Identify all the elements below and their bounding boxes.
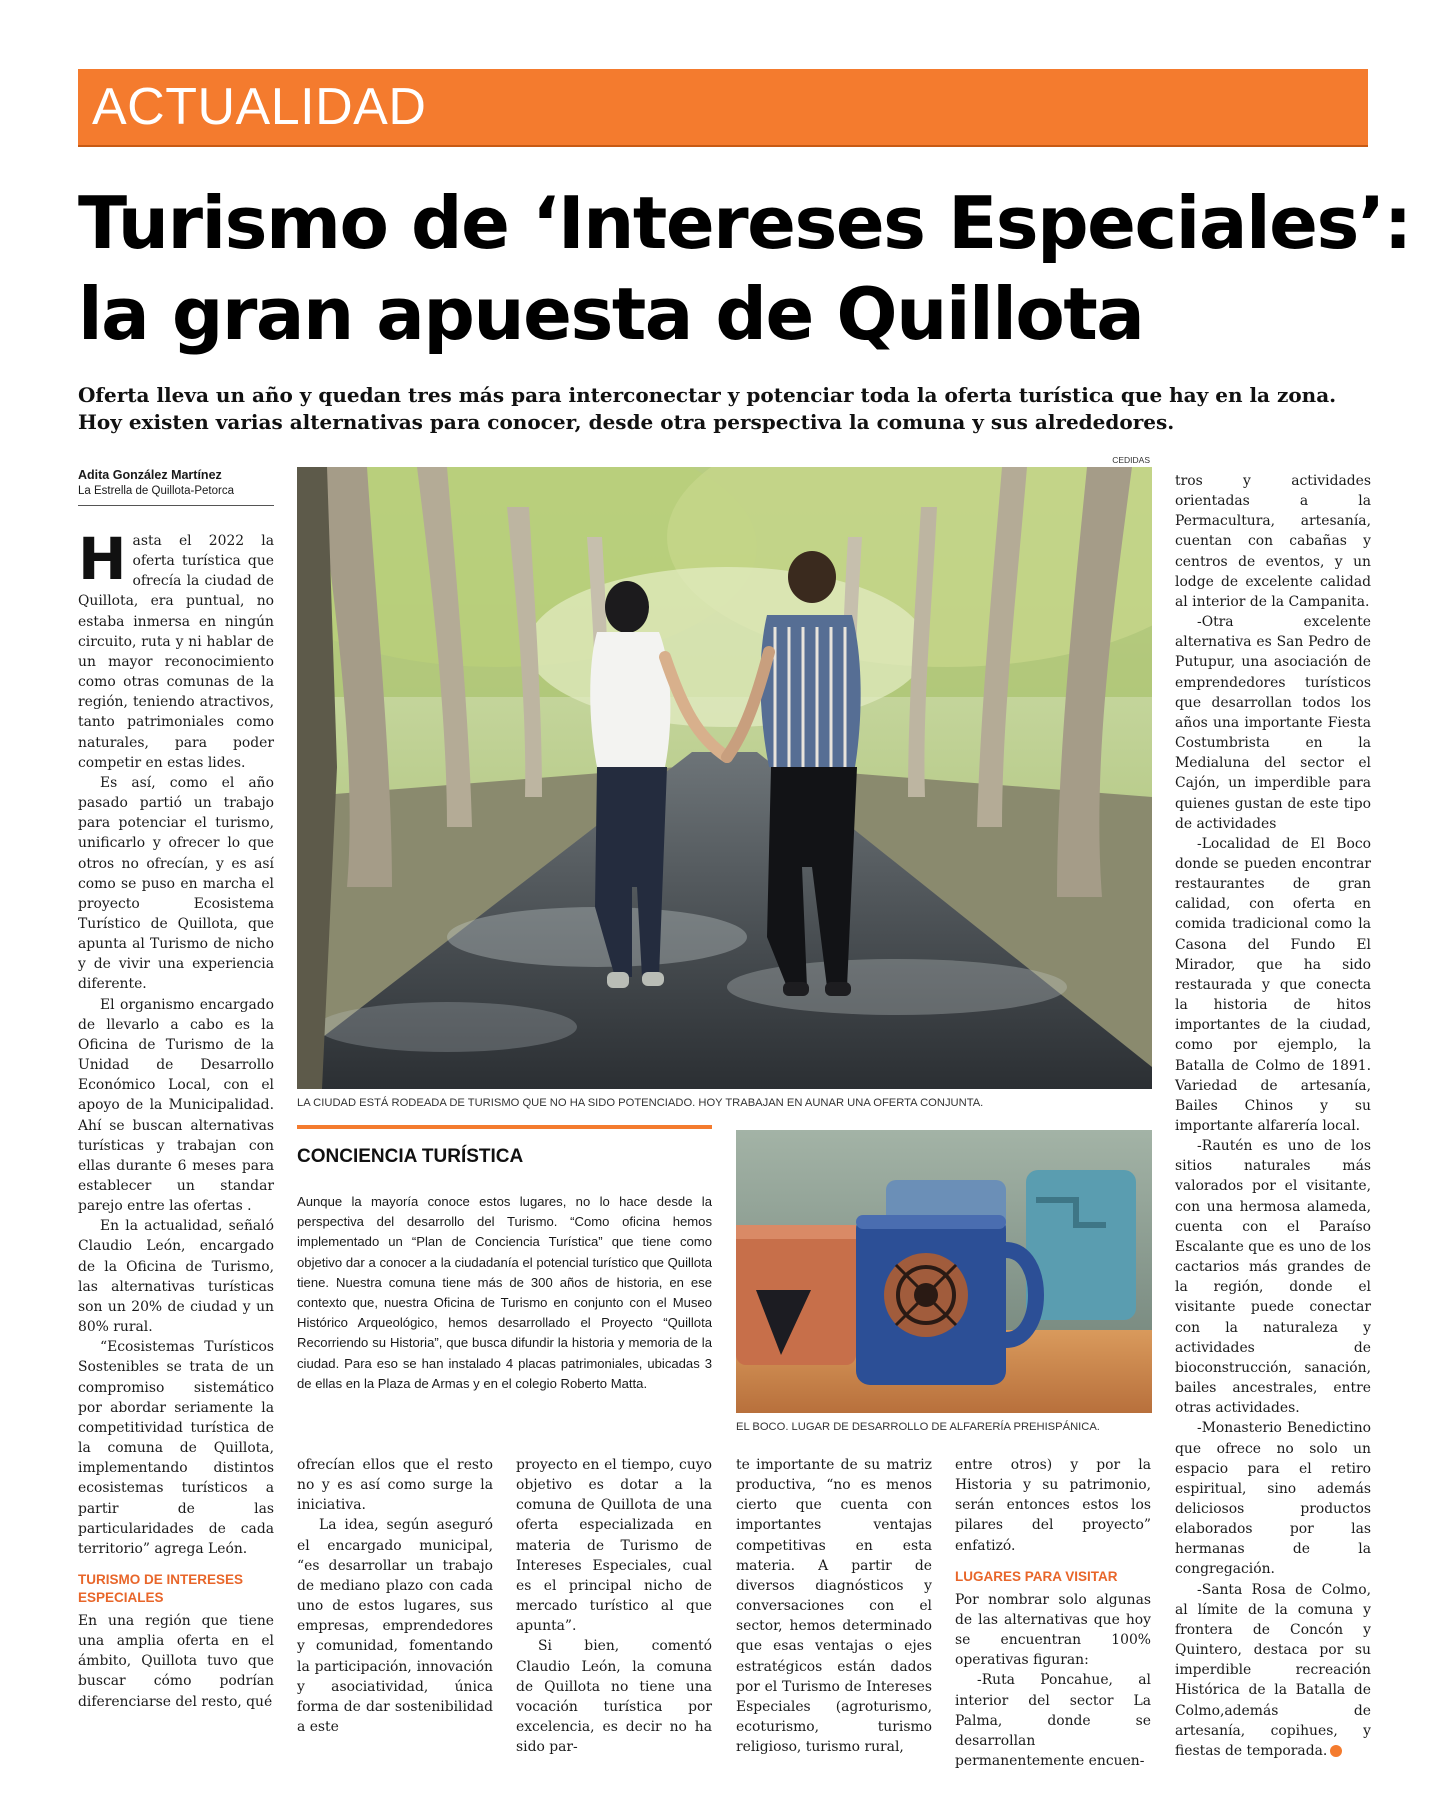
box-text: Aunque la mayoría conoce estos lugares, no lo hace desde la perspectiva del desarrollo del Turismo. “Como oficina hemos implementado un “Plan de Conciencia Turística” que tiene como objetivo dar a conocer a la ciudadanía el potencial turístico que Quillota tiene. Nuestra comuna tiene más de 300 años de historia, en ese contexto que, nuestra Oficina de Turismo en conjunto con el Museo Histórico Arqueológico, hemos desarrollado el Proyecto “Quillota Recorriendo su Historia”, que busca difundir la historia y memoria de la ciudad. Para eso se han instalado 4 placas patrimoniales, ubicadas 3 de ellas en la Plaza de Armas y en el colegio Roberto Matta.	[297, 1194, 712, 1391]
column-1-paragraph-3: El organismo encargado de llevarlo a cabo es la Oficina de Turismo de la Unidad de Desarrollo Económico Local, con el apoyo de la Municipalidad. Ahí se buscan alternativas turísticas y trabajan con ellas durante 6 meses para establecer un standar parejo entre las ofertas .	[78, 996, 274, 1215]
headline	[78, 178, 1411, 360]
subhead-intereses-especiales: TURISMO DE INTERESES ESPECIALES	[78, 1571, 244, 1605]
deck	[78, 382, 1378, 436]
pottery-photo-caption: EL BOCO. LUGAR DE DESARROLLO DE ALFARERÍA PREHISPÁNICA.	[736, 1421, 1100, 1433]
deck-line-1: Oferta lleva un año y quedan tres más para interconectar y potenciar toda la oferta turística que hay en la zona.	[78, 383, 1337, 407]
column-6-paragraph-3: -Localidad de El Boco donde se pueden encontrar restaurantes de gran calidad, con oferta en comida tradicional como la Casona del Fundo El Mirador, que ha sido restaurada y que conecta la historia de hitos importantes de la ciudad, como por ejemplo, la Batalla de Colmo de 1891. Variedad de artesanía, Bailes Chinos y su importante alfarería local.	[1175, 835, 1371, 1134]
byline-author: Adita González Martínez	[78, 468, 222, 482]
column-1-paragraph-4: En la actualidad, señaló Claudio León, encargado de la Oficina de Turismo, las alternativas turísticas son un 20% de ciudad y un 80% rural.	[78, 1218, 274, 1336]
section-label: ACTUALIDAD	[92, 78, 427, 136]
drop-cap: H	[78, 525, 127, 593]
main-photo	[297, 467, 1152, 1089]
column-6-paragraph-1: tros y actividades orientadas a la Permacultura, artesanía, cuentan con cabañas y centros de eventos, y un lodge de excelente calidad al interior de la Campanita.	[1175, 473, 1371, 610]
end-mark-icon: ✪	[1330, 1745, 1342, 1757]
pottery-photo	[736, 1130, 1152, 1413]
column-3-paragraph-2: Si bien, comentó Claudio León, la comuna de Quillota no tiene una vocación turística por excelencia, es decir no ha sido par-	[516, 1638, 712, 1756]
box-rule	[297, 1125, 712, 1129]
column-5-paragraph-3: -Ruta Poncahue, al interior del sector La Palma, donde se desarrollan permanentemente encuen-	[955, 1672, 1151, 1770]
column-1-paragraph-5: “Ecosistemas Turísticos Sostenibles se trata de un compromiso sistemático por abordar seriamente la competitividad turística de la comuna de Quillota, implementando distintos ecosistemas turísticos a partir de las particularidades de cada territorio” agrega León.	[78, 1339, 274, 1557]
headline-line-2: la gran apuesta de Quillota	[78, 272, 1144, 356]
article-column-5	[955, 1455, 1151, 1771]
column-3-paragraph-1: proyecto en el tiempo, cuyo objetivo es dotar a la comuna de Quillota de una oferta especializada en materia de Turismo de Intereses Especiales, cual es el principal nicho de mercado turístico al que apunta”.	[516, 1457, 712, 1635]
column-6-paragraph-5: -Monasterio Benedictino que ofrece no solo un espacio para el retiro espiritual, sino además deliciosos productos elaborados por las hermanas de la congregación.	[1175, 1420, 1371, 1578]
article-column-6	[1175, 471, 1371, 1761]
column-6-paragraph-4: -Rautén es uno de los sitios naturales más valorados por el visitante, con una hermosa alameda, cuenta con el Paraíso Escalante que es uno de los cactarios más grandes de la región, donde el visitante puede conectar con la naturaleza y actividades de bioconstrucción, sanación, bailes ancestrales, entre otras actividades.	[1175, 1138, 1371, 1417]
article-column-1	[78, 525, 274, 1712]
byline-outlet: La Estrella de Quillota-Petorca	[78, 485, 234, 497]
column-4-paragraph-1: te importante de su matriz productiva, “no es menos cierto que cuenta con importantes ventajas competitivas en esta materia. A partir de diversos diagnósticos y conversaciones con el sector, hemos determinado que esas ventajas o ejes estratégicos están dados por el Turismo de Intereses Especiales (agroturismo, ecoturismo, turismo religioso, turismo rural,	[736, 1457, 932, 1756]
column-6-paragraph-2: -Otra excelente alternativa es San Pedro de Putupur, una asociación de emprendedores turísticos que desarrollan todos los años una importante Fiesta Costumbrista en la Medialuna del sector el Cajón, un imperdible para quienes gustan de este tipo de actividades	[1175, 614, 1371, 832]
byline	[78, 467, 274, 506]
photo-credit: CEDIDAS	[1112, 455, 1150, 465]
column-2-paragraph-1: ofrecían ellos que el resto no y es así como surge la iniciativa.	[297, 1457, 493, 1514]
section-header-bar	[78, 69, 1368, 147]
box-title: CONCIENCIA TURÍSTICA	[297, 1146, 524, 1167]
column-1-paragraph-6: En una región que tiene una amplia oferta en el ámbito, Quillota tuvo que buscar cómo podrían diferenciarse del resto, qué	[78, 1612, 274, 1710]
column-2-paragraph-2: La idea, según aseguró el encargado municipal, “es desarrollar un trabajo de mediano plazo con cada uno de estos lugares, sus empresas, emprendedores y comunidad, fomentando la participación, innovación y asociatividad, única forma de dar sostenibilidad a este	[297, 1517, 493, 1736]
deck-line-2: Hoy existen varias alternativas para conocer, desde otra perspectiva la comuna y sus alrededores.	[78, 410, 1175, 434]
subhead-lugares-para-visitar: LUGARES PARA VISITAR	[955, 1568, 1118, 1584]
main-photo-caption: LA CIUDAD ESTÁ RODEADA DE TURISMO QUE NO HA SIDO POTENCIADO. HOY TRABAJAN EN AUNAR UNA OFERTA CONJUNTA.	[297, 1097, 984, 1109]
column-1-paragraph-2: Es así, como el año pasado partió un trabajo para potenciar el turismo, unificarlo y ofrecer lo que otros no ofrecían, y es así como se puso en marcha el proyecto Ecosistema Turístico de Quillota, que apunta al Turismo de nicho y de vivir una experiencia diferente.	[78, 774, 274, 993]
column-5-paragraph-1: entre otros) y por la Historia y su patrimonio, serán entonces estos los pilares del proyecto” enfatizó.	[955, 1457, 1151, 1554]
article-column-2	[297, 1455, 493, 1737]
column-5-paragraph-2: Por nombrar solo algunas de las alternativas que hoy se encuentran 100% operativas figuran:	[955, 1591, 1151, 1669]
headline-line-1: Turismo de ‘Intereses Especiales’:	[78, 181, 1411, 265]
article-column-3	[516, 1455, 712, 1757]
article-column-4	[736, 1455, 932, 1757]
column-6-paragraph-6: -Santa Rosa de Colmo, al límite de la comuna y frontera de Concón y Quintero, destaca por su imperdible recreación Histórica de la Batalla de Colmo,además de artesanía, copihues, y fiestas de temporada. ✪	[1175, 1581, 1371, 1759]
column-1-paragraph-1: Hasta el 2022 la oferta turística que ofrecía la ciudad de Quillota, era puntual, no estaba inmersa en ningún circuito, ruta y ni hablar de un mayor reconocimiento como otras comunas de la región, teniendo atractivos, tanto patrimoniales como naturales, para poder competir en estas lides.	[78, 525, 274, 771]
